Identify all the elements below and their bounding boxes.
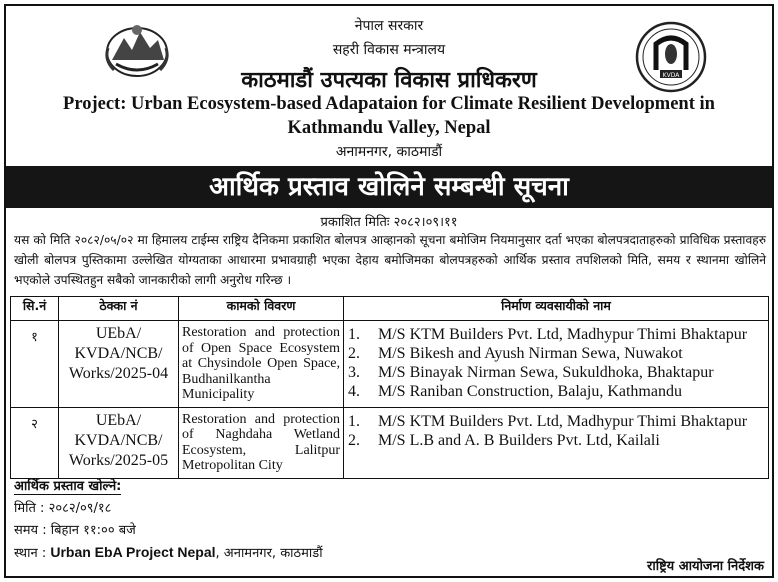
table-row [11,407,769,478]
row-work-description: Restoration and protection of Naghdaha Wetland Ecosystem, Lalitpur Metropolitan City [179,407,344,478]
builder-item: 1. M/S KTM Builders Pvt. Ltd, Madhypur Thimi Bhaktapur [348,326,748,343]
table-row [11,321,769,408]
table-header-row [11,297,769,321]
place-name: Urban EbA Project Nepal [50,544,216,560]
opening-place: स्थान : Urban EbA Project Nepal, अनामनगर, काठमाडौं [14,544,323,561]
opening-date: मिति : २०८२/०९/१८ [14,501,112,516]
contract-line: KVDA/NCB/ [74,345,163,362]
contract-line: Works/2025-05 [68,451,169,469]
builder-item: 1. M/S KTM Builders Pvt. Ltd, Madhypur Thimi Bhaktapur [348,412,748,430]
builder-item: 2. M/S Bikesh and Ayush Nirman Sewa, Nuwakot [348,345,683,362]
row-builders [344,321,769,408]
row-work-description: Restoration and protection of Open Space Ecosystem at Chysindole Open Space, Budhanilkantha Municipality [179,321,344,408]
notice-title-banner: आर्थिक प्रस्ताव खोलिने सम्बन्धी सूचना [6,166,772,208]
contract-line: Works/2025-04 [68,365,169,382]
published-date: प्रकाशित मितिः २०८२।०९।११ [320,215,458,230]
header-sn: सि.नं [11,297,59,321]
contract-line: KVDA/NCB/ [74,431,163,449]
project-title-line1: Project: Urban Ecosystem-based Adapataion for Climate Resilient Development in [63,94,715,114]
office-address: अनामनगर, काठमाडौं [335,144,443,160]
builder-item: 2. M/S L.B and A. B Builders Pvt. Ltd, Kailali [348,431,660,449]
notice-page [4,4,774,578]
government-name: नेपाल सरकार [354,18,424,34]
opening-time: समय : बिहान ११:०० बजे [14,523,136,538]
ministry-name: सहरी विकास मन्त्रालय [332,42,446,58]
row-builders [344,407,769,478]
notice-body-text: यस को मिति २०८२/०५/०२ मा हिमालय टाईम्स राष्ट्रिय दैनिकमा प्रकाशित बोलपत्र आव्हानको सूचना बमोजिम नियमानुसार दर्ता भएका बोलपत्रदाताहरुको प्राविधिक प्रस्तावहरु खोली बोलपत्र पुस्तिकामा उल्लेखित योग्यताका आधारमा प्रभावग्राही भएका देहाय बमोजिमका बोलपत्रहरुको आर्थिक प्रस्ताव तपशिलको मिति, समय र स्थानमा खोलिने भएकोले उपस्थितहुन सबैको जानकारीको लागी अनुरोध गरिन्छ । [14,233,766,287]
kvda-logo-text: KVDA [662,72,680,79]
header-contract: ठेक्का नं [59,297,179,321]
contract-line: UEbA/ [95,411,142,429]
row-contract-number [59,407,179,478]
signature-title: राष्ट्रिय आयोजना निर्देशक [647,559,764,574]
row-sn: २ [11,407,59,478]
bidders-table [10,296,769,479]
authority-name: काठमाडौं उपत्यका विकास प्राधिकरण [241,68,537,93]
row-sn: १ [11,321,59,408]
opening-title: आर्थिक प्रस्ताव खोल्ने: [14,479,122,494]
notice-header [6,6,772,164]
row-contract-number [59,321,179,408]
builder-item: 3. M/S Binayak Nirman Sewa, Sukuldhoka, Bhaktapur [348,364,714,381]
header-builders: निर्माण व्यवसायीको नाम [344,297,769,321]
contract-line: UEbA/ [95,325,142,342]
project-title-line2: Kathmandu Valley, Nepal [287,118,491,138]
header-work: कामको विवरण [179,297,344,321]
builder-item: 4. M/S Raniban Construction, Balaju, Kathmandu [348,383,682,400]
